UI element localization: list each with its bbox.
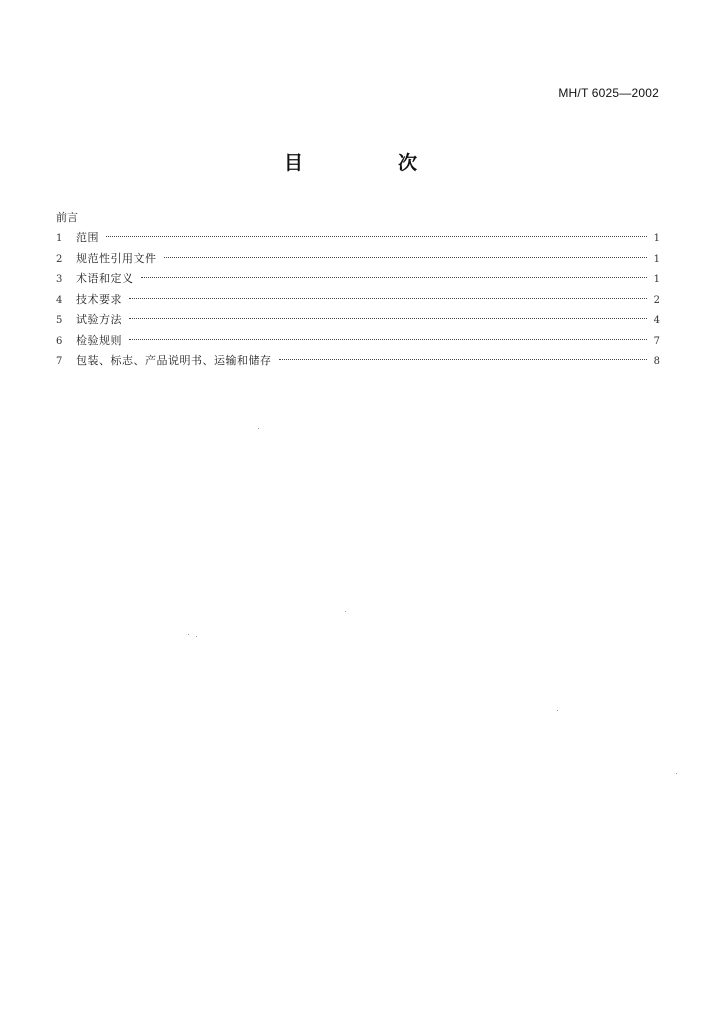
toc-entry-page: 8	[653, 356, 660, 367]
dot-leader	[164, 257, 648, 258]
toc-entry[interactable]	[56, 290, 660, 311]
toc-foreword[interactable]: 前言	[56, 211, 78, 224]
toc-entry-title: 范围	[76, 231, 99, 244]
toc-entry-page: 4	[653, 315, 660, 326]
dot-leader	[129, 298, 647, 299]
toc-entry[interactable]	[56, 228, 660, 249]
scan-speck	[196, 636, 197, 637]
toc-entry-number: 3	[56, 274, 63, 285]
toc-entry-title: 技术要求	[76, 292, 122, 306]
toc-entry-number: 6	[56, 335, 63, 347]
toc-entry-page: 1	[653, 253, 660, 265]
toc-entry-number: 2	[56, 253, 63, 265]
toc-entry-page: 7	[653, 335, 660, 347]
standard-code: MH/T 6025—2002	[558, 86, 659, 100]
toc-entry-title: 检验规则	[76, 333, 122, 347]
dot-leader	[106, 236, 647, 237]
scan-speck	[557, 710, 558, 711]
toc-entry-number: 7	[56, 356, 63, 367]
toc-entry[interactable]	[56, 331, 660, 352]
toc-entry[interactable]	[56, 310, 660, 331]
toc-entry-page: 1	[653, 233, 660, 244]
scan-speck	[676, 773, 677, 774]
scan-speck	[345, 611, 346, 612]
table-of-contents	[56, 208, 660, 372]
toc-entry-title: 术语和定义	[76, 272, 134, 285]
toc-entry-title: 规范性引用文件	[76, 251, 157, 265]
toc-entry-number: 4	[56, 294, 63, 306]
toc-entry[interactable]	[56, 269, 660, 290]
toc-entry[interactable]	[56, 351, 660, 372]
scan-speck	[188, 634, 189, 635]
dot-leader	[129, 339, 647, 340]
toc-entry-title: 试验方法	[76, 313, 122, 326]
toc-entry[interactable]	[56, 249, 660, 270]
page-title: 目 次	[283, 152, 455, 174]
dot-leader	[279, 359, 648, 360]
toc-entry-page: 1	[653, 274, 660, 285]
toc-entry-title: 包装、标志、产品说明书、运输和储存	[76, 354, 272, 367]
scan-speck	[258, 428, 259, 429]
toc-entry-number: 5	[56, 315, 63, 326]
dot-leader	[129, 318, 647, 319]
toc-entry-page: 2	[653, 294, 660, 306]
dot-leader	[141, 277, 648, 278]
toc-entry-number: 1	[56, 233, 63, 244]
